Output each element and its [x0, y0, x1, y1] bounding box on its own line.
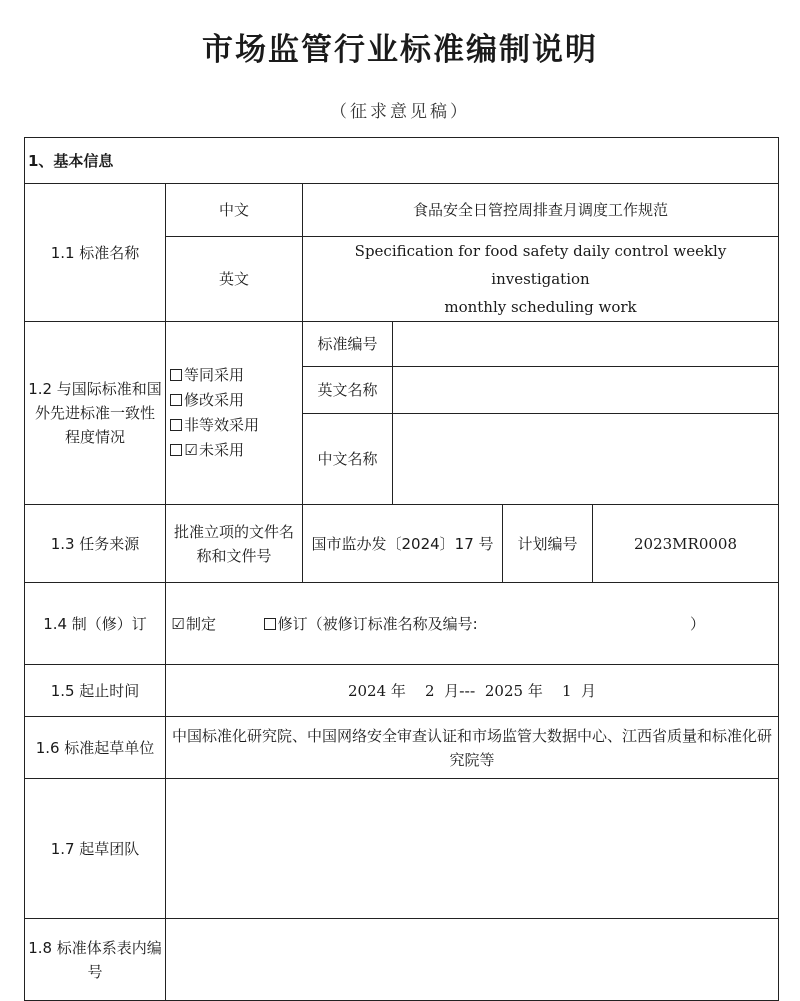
document-title: 市场监管行业标准编制说明: [202, 32, 598, 68]
option-create: 制定: [186, 614, 217, 633]
row-system-number: [25, 919, 779, 1001]
option-non-equivalent[interactable]: 非等效采用: [170, 413, 299, 438]
checkbox-empty-icon[interactable]: [170, 419, 182, 431]
consistency-options: [166, 322, 303, 505]
row-drafting-team: [25, 779, 779, 919]
start-month: 2: [425, 681, 435, 700]
option-revise: 修订（被修订标准名称及编号:: [277, 614, 478, 633]
section-heading-row: [25, 138, 779, 184]
row-period: [25, 665, 779, 717]
document-subtitle: （征求意见稿）: [330, 102, 470, 122]
option-not-adopted[interactable]: ☑未采用: [170, 438, 299, 463]
task-source-label: 1.3 任务来源: [25, 505, 166, 583]
revision-options: [166, 583, 779, 665]
checkbox-empty-icon[interactable]: [170, 369, 182, 381]
option-identical[interactable]: 等同采用: [170, 363, 299, 388]
period-value: 2024 年 2 月--- 2025 年 1 月: [166, 665, 779, 717]
en-label: 英文: [166, 237, 303, 322]
std-number-label: 标准编号: [303, 322, 393, 367]
zh-name-value[interactable]: [393, 414, 779, 505]
std-number-value[interactable]: [393, 322, 779, 367]
checkbox-empty-icon[interactable]: [170, 394, 182, 406]
checkbox-empty-icon[interactable]: [264, 618, 276, 630]
standard-name-zh: 食品安全日管控周排查月调度工作规范: [303, 184, 779, 237]
en-name-value[interactable]: [393, 367, 779, 414]
approval-doc-label: 批准立项的文件名称和文件号: [166, 505, 303, 583]
standard-name-label: 1.1 标准名称: [25, 184, 166, 322]
zh-name-label: 中文名称: [303, 414, 393, 505]
checkbox-checked-icon[interactable]: ☑: [184, 441, 198, 459]
section-heading: 1、基本信息: [25, 138, 779, 184]
drafting-unit-value: 中国标准化研究院、中国网络安全审查认证和市场监管大数据中心、江西省质量和标准化研究院等: [166, 717, 779, 779]
start-year: 2024: [347, 681, 387, 700]
plan-number-value: 2023MR0008: [593, 505, 779, 583]
system-number-label: 1.8 标准体系表内编号: [25, 919, 166, 1001]
checkbox-empty-icon[interactable]: [170, 444, 182, 456]
row-drafting-unit: [25, 717, 779, 779]
consistency-label: 1.2 与国际标准和国外先进标准一致性程度情况: [25, 322, 166, 505]
row-revision: [25, 583, 779, 665]
period-label: 1.5 起止时间: [25, 665, 166, 717]
revision-label: 1.4 制（修）订: [25, 583, 166, 665]
end-month: 1: [561, 681, 572, 700]
row-standard-name-zh: [25, 184, 779, 237]
standard-name-en-line2: monthly scheduling work: [444, 298, 637, 316]
en-name-label: 英文名称: [303, 367, 393, 414]
standard-name-en-line1: Specification for food safety daily control weekly investigation: [354, 242, 727, 288]
approval-doc-value: 国市监办发〔2024〕17 号: [303, 505, 503, 583]
plan-number-label: 计划编号: [503, 505, 593, 583]
drafting-team-value[interactable]: [166, 779, 779, 919]
option-modified[interactable]: 修改采用: [170, 388, 299, 413]
zh-label: 中文: [166, 184, 303, 237]
drafting-team-label: 1.7 起草团队: [25, 779, 166, 919]
end-year: 2025: [484, 681, 524, 700]
system-number-value[interactable]: [166, 919, 779, 1001]
basic-info-table: [24, 137, 779, 1001]
standard-name-en: [303, 237, 779, 322]
row-consistency-1: [25, 322, 779, 367]
drafting-unit-label: 1.6 标准起草单位: [25, 717, 166, 779]
revise-close-paren: ）: [690, 614, 706, 633]
checkbox-checked-icon[interactable]: ☑: [171, 614, 185, 633]
row-task-source: [25, 505, 779, 583]
